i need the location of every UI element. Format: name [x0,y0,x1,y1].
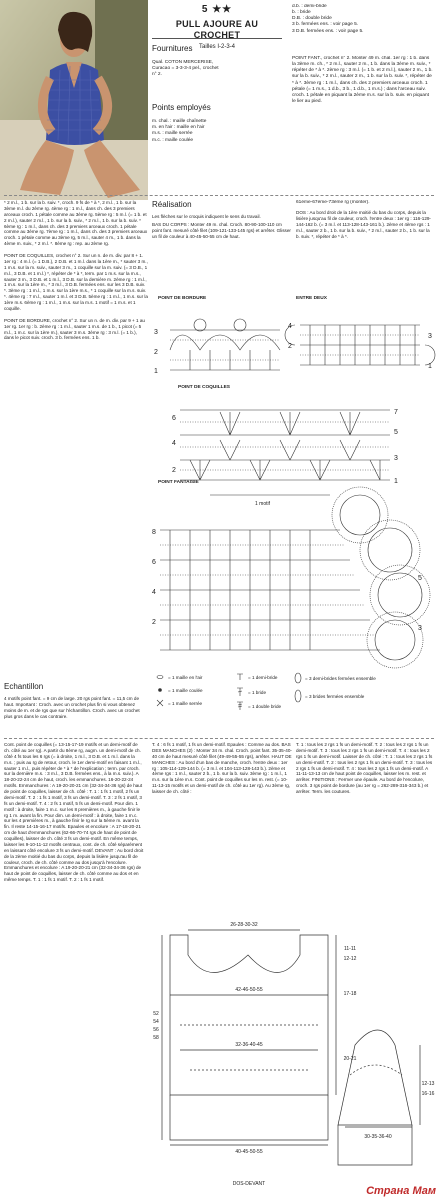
points-section [152,103,287,144]
bottom-col1: Cont. point de coquilles (= 13-15-17-19 motifs et un demi-motif de ch. côté au 1er rg). A partir du 8ème rg, augm. un demi-motif de ch. côté 4 fs tous les 6 rgs (= à droite, 1 m.l., 3 D.B. et 1 m.l. dans la m.s. ; puis au rg de retour, croch. le 1er demi-motif en faisant 1 m.l., sauter 1 m.l., puis répéter de * à * de l'explication ; term. par croch. sur la dernière m.s. : 3 m.l., 3 D.B. fermées ens., à la m.s. suiv.). A 18-20-22-24 cm de haut, croch. les emmanchures. 16-20-22-24 motifs. Emmanchures : A 19-20-20-21 cm (32-34-34-36 rgs) de haut de point de coquilles, laisser de ch. côté : T. 1 : 1 fs 1 motif, 2 fs un demi-motif. T. 2 : 1 fs 1 motif, 3 fs un demi-motif. T. 3 : 2 fs 1 motif, 3 fs un demi-motif. T. 4 : 2 fs 1 motif, 5 fs un demi-motif. Pour dim. 1 motif : à droite, faire 1 m.c. sur les 8 premières m., à gauche finir le rg 1 m. avant la fin. Pour dim. un demi-motif : à droite, faire 1 m.c. sur les 4 premières m., à gauche finir le rg sur la 5ème m. avant la fin. Il reste 14-15-16-17 motifs. Epaules et encolure : A 17-18-20-21 cm de haut d'emmanchures (62-66-70-74 rgs de haut de point de coquilles), laisser de ch. côté 3 fs un demi-motif. En même temps, laisser les 9-10-11-12 motifs centraux, cont. de ch. côté séparément en laissant côté encolure 3 fs un demi-motif. DEVANT : Au bord droit de la 2ème moitié du bas du corps, depuis la lisière jusqu'au fil de couleur, croch. de ch. côté comme au dos jusqu'à l'encolure. Emmanchures et encolure : A 19-20-20-21 cm (32-34-34-36 rgs) de haut de point de coquilles, laisser de ch. côté comme au dos et en même temps. T. 1 : 1 fs 1 motif. T. 2 : 1 fs 1 motif. [4,742,144,883]
body-bottom [170,1095,328,1140]
realisation-intro: Les flèches sur le croquis indiquent le sens du travail. [152,214,261,220]
abbrev-item: d.b. : demi-bride [292,4,327,9]
dim-left: 54 [153,1019,159,1025]
row-num: 8 [152,529,156,536]
legend-text: = 3 demi-brides fermées ensemble [305,676,376,681]
sleeve-dim: 30-35-36-40 [364,1134,392,1140]
col1-text: * 2 m.l., 1 b. sur la b. suiv. *, croch. 9 fs de * à *, 2 m.l., 1 b. sur la 3ème m.l. du 2ème rg. 4ème rg : 1 m.l., dans ch. des 3 premiers arceaux croch. 1 pétale comme au 3ème rg. 5ème rg : 5 m.l. (= 1 b. et 2 m.l.), sauter 2 m.l., 1 b. sur la b. suiv., * 2 m.l., 1 b. sur la b. suiv. * 6ème rg : 1 m.l., dans ch. des 3 premiers arceaux croch. 1 pétale comme au 3ème rg. 7ème rg : 1 m.l., dans ch. des 3 premiers arceaux croch. 1 pétale comme au 3ème rg, 5 m.l., sauter 4 m., 1 b. dans la 4ème m. suiv., * 2 m.l. *. 8ème rg : rep. au 2ème rg. [4,200,148,247]
coquilles-chart [180,410,390,480]
row-num: 4 [152,589,156,596]
legend-text: = 3 brides fermées ensemble [305,694,365,699]
right-top-line: 61ème-67ème-73ème rg (monter). [296,200,370,205]
header-divider [152,38,282,39]
row-num: 1 [154,368,158,375]
echantillon-heading: Echantillon [4,682,44,691]
bottom-col3: T. 1 : tous les 2 rgs 1 fs un demi-motif. T. 2 : tous les 2 rgs 1 fs un demi-motif. T. 3 : tous les 2 rgs 1 fs un demi-motif. T. 4 : tous les 2 rgs 1 fs un demi-motif. Laisser de ch. côté : T. 1 : tous les 2 rgs 1 fs un demi-motif. T. 2 : tous les 2 rgs 1 fs un demi-motif. T. 3 : tous les 2 rgs 1 fs un demi-motif. T. 4 : tous les 2 rgs 1 fs un demi-motif. A 11-11-13-13 cm de haut point de coquilles, laisser les m. rest. et arrêter. FINITIONS : Fermer une épaule. Au bord de l'encolure, croch. 3 rgs point de bordure (au 1er rg = 262-289-316-343 b.) et arrêter. Term. les coutures. [296,742,433,794]
row-num: 4 [288,323,292,330]
row-num: 3 [418,625,422,632]
garment-schema [150,895,438,1195]
row-num: 2 [172,467,176,474]
site-watermark: Страна Мам [366,1184,436,1197]
legend-text: = 1 double bride [248,704,282,709]
dim-left: 56 [153,1027,159,1033]
section-divider [4,738,434,739]
legend-text: = 1 maille en l'air [168,675,203,680]
point-item: m. chal. : maille chaînette [152,119,207,125]
stitch-diagrams [150,300,438,720]
section-divider [4,195,434,196]
row-num: 2 [154,349,158,356]
row-num: 5 [418,575,422,582]
row-num: 6 [172,415,176,422]
point-item: m. en l'air : maille en l'air [152,125,205,131]
dim-right: 12-12 [343,956,357,962]
dim-left: 52 [153,1011,159,1017]
point-item: m.c. : maille coulée [152,137,194,143]
dim-right: 11-11 [343,946,357,952]
bordure-text: POINT DE BORDURE, crochet n° 2. Sur un n. de m. div. par 9 + 1 au 1er rg. 1er rg : b. 2ème rg : 1 m.l., sauter 1 m.s. de 1 b., 1 picot (= 5 m.l., 1 m.c. sur la 1ère m.), sauter 3 m.s. 3ème rg : 3 m.l. (= 1 b.), dans le picot suiv. croch. 3 b. fermées ens. 1 b. [4,317,145,341]
pattern-number: 5 ★★ [201,4,233,15]
point-fant-text: POINT FANT., crochet n° 2. Monter 49 m. chal. 1er rg : 1 b. dans la 3ème m. ch., * 2 m.l., sauter 2 m., 1 b. dans la 3ème m. suiv., * répéter de * à *. 2ème rg : 3 m.l. (= 1 b. et 2 m.l.), sauter 2 m., 1 b. sur la b. suiv., * 2 m.l., sauter 2 m., 1 b. sur la b. suiv. *, répéter de * à *. 3ème rg : 1 m.l., dans ch. des 2 premiers arceaux croch. 1 pétale (= 1 m.s., 1 d.b., 3 b., 1 d.b., 1 m.s.) ; dans l'arceau suiv. croch. 1 pétale en piquant la 2ème m.s. sur la b. suiv. en piquant le lier au pied. [292,56,433,104]
fournitures-heading: Fournitures [152,44,193,53]
bordure-chart [170,319,280,370]
row-num: 7 [394,409,398,416]
row-num: 3 [428,333,432,340]
legend-text: = 1 bride [248,690,267,695]
entre-deux-chart [285,325,435,365]
row-num: 6 [152,559,156,566]
pattern-title: PULL AJOURE AU CROCHET [175,18,259,41]
fournitures-section [152,44,287,81]
left-column [4,200,148,680]
legend-text: = 1 demi-bride [248,675,278,680]
echantillon-section [4,682,148,738]
body-outline [170,935,328,1095]
legend-text: = 1 maille serrée [168,701,203,706]
sleeve-outline [338,1030,412,1125]
diagram-label-coquilles: POINT DE COQUILLES [178,385,230,390]
sleeve-bottom [338,1125,412,1165]
sleeve-height: 12-13 [421,1081,435,1087]
dim-left: 58 [153,1035,159,1041]
row-num: 5 [394,429,398,436]
row-num: 3 [154,329,158,336]
dim-right: 17-18 [343,991,357,997]
fantaisie-chart [160,487,430,668]
diagram-label-bordure: POINT DE BORDURE [158,296,207,301]
row-num: 3 [394,455,398,462]
model-photo [0,0,148,200]
points-heading: Points employés [152,103,211,112]
sleeve-height: 16-16 [421,1091,435,1097]
abbrev-list [292,4,434,35]
coquilles-text: POINT DE COQUILLES, crochet n° 2. Sur un n. de m. div. par 8 + 1. 1er rg : 4 m.l. (= 1 D.B.), 2 D.B. et 1 m.l. dans la 1ère m., * sauter 3 m., 1 m.s. sur la m. suiv., sauter 3 m., 1 coquille sur la m. suiv. (= 3 D.B., 1 m.l., 3 D.B. et 1 m.l.) *, répéter de * à *, term. par 1 m.s. sur la m.s., sauter 3 m., 3 D.B. et 1 m.l., 3 D.B. sur la dernière m. 2ème rg : 1 m.l., 1 m.s. sur la 1ère m., * 3 m.l., 3 D.B. fermées ens. sur les 3 D.B. suiv. *. 3ème rg : 1 m.l., 1 m.s. sur la 1ère m.s., * 1 coquille sur la m.s. suiv. *. 4ème rg : 7 m.l., sauter 1 m.l. et 3 D.B. 5ème rg : 1 m.l., 1 m.s. sur la 1ère m.s. 6ème rg : 1 m.l., 1 m.s. sur la m.s. 1 motif = 1 m.s. et 1 coquille. [4,253,148,311]
realisation-section [152,200,292,280]
abbrev-item: 3 b. fermées ens. : voir page 5. [292,22,359,28]
row-num: 2 [288,343,292,350]
abbrev-item: b. : bride [292,10,311,16]
row-num: 1 [428,363,432,370]
dim-right: 20-21 [343,1056,357,1062]
row-num: 1 [394,478,398,485]
dim-mid: 32-36-40-45 [235,1042,263,1048]
abbrev-item: 3 D.B. fermées ens. : voir page 5. [292,28,364,34]
motif-label: 1 motif [255,501,271,507]
row-num: 2 [152,619,156,626]
realisation-heading: Réalisation [152,200,192,209]
row-num: 4 [172,440,176,447]
diagram-label-fantaisie: POINT FANTAISIE [158,480,199,485]
bas-corps-text: BAS DU CORPS : Monter 49 m. chal. Croch. 80-90-100-110 cm point fant. mesuré côté filet (109-121-133-145 rgs) et arrêter. Glisser un fil de couleur à 40-45-50-55 cm de haut. [152,222,291,239]
dim-bottom: 40-45-50-55 [235,1149,263,1155]
dim-upper: 42-46-50-55 [235,987,263,993]
echantillon-text: 4 motifs point fant. = 9 cm de large. 20 rgs point fant. = 11,5 cm de haut. Important : Croch. avec un crochet plus fin si vous obtenez moins de m. et de rgs que sur l'échantillon. Croch. avec un crochet plus gros dans le cas contraire. [4,696,140,719]
dos-text: DOS : Au bord droit de la 1ère moitié du bas du corps, depuis la lisière jusqu'au fil de couleur, croch. l'entre deux : 1er rg : 116-129-144-162 b. (= 3 m.l. et 113-128-143-161 b.). 2ème et 4ème rgs : 1 m.l., sauter 2 b., 1 b. sur la b. suiv., * 2 m.l., sauter 2 b., 1 b. sur la b. suiv. *, répéter de * à *. [296,210,431,239]
pattern-sizes: Tailles I-2-3-4 [198,43,235,50]
abbrev-item: D.B. : double bride [292,16,332,22]
dim-top: 26-28-30-32 [230,922,258,928]
fournitures-text: Qual. COTON MERCERISE, Curacao = 3-3-3-4 pel., crochet n° 2. [152,60,219,78]
bottom-col2: T. 4 : 6 fs 1 motif, 1 fs un demi-motif. Epaules : Comme au dos. BAS DES MANCHES (2) : Monter 34 m. chal. Croch. point fant. 35-35-40-40 cm de haut mesuré côté filet (49-49-55-55 rgs), arrêter. HAUT DE MANCHES : Au bord d'un bas de manche, croch. l'entre deux : 1er rg : 105-114-129-144 b. (= 3 m.l. et 104-113-128-143 b.). 2ème et 4ème rgs : 1 m.l., sauter 2 b., 1 b. sur la b. suiv. 3ème rg : 1 m.l., 1 m.s. sur la 1ère m.s. Cont. point de coquilles sur les m. rest. (= 10-11-13-15 motifs et un demi-motif de ch. côté au 1er rg). Au 3ème rg, laisser de ch. côté : [152,742,292,794]
point-item: m.s. : maille serrée [152,131,193,137]
legend-text: = 1 maille coulée [168,688,203,693]
diagram-label-entre-deux: ENTRE DEUX [296,296,327,301]
schema-caption: DOS-DEVANT [232,1181,266,1187]
